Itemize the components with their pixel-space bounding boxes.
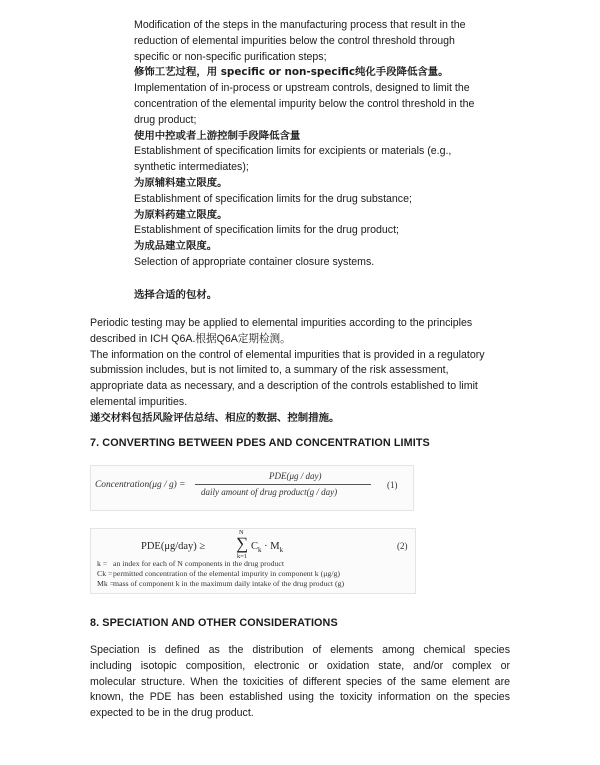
- list-line-zh: 为原料药建立限度。: [134, 208, 228, 221]
- paragraph-line: described in ICH Q6A.根据Q6A定期检测。: [90, 332, 291, 345]
- list-line: Establishment of specification limits for the drug product;: [134, 224, 399, 237]
- paragraph-line: elemental impurities.: [90, 395, 188, 408]
- legend-symbol: Mk =: [97, 579, 115, 588]
- legend-description: an index for each of N components in the drug product: [113, 559, 285, 568]
- paragraph-line: The information on the control of elemental impurities that is provided in a regulatory: [90, 348, 485, 361]
- list-line: Establishment of specification limits for excipients or materials (e.g.,: [134, 145, 452, 158]
- list-line: synthetic intermediates);: [134, 161, 249, 174]
- section-8-heading: 8. SPECIATION AND OTHER CONSIDERATIONS: [90, 617, 338, 629]
- equation-1-numerator: PDE(μg / day): [269, 471, 322, 481]
- list-line: reduction of elemental impurities below the control threshold through: [134, 34, 455, 47]
- equation-1-lhs: Concentration(μg / g) =: [95, 480, 186, 490]
- paragraph-line: expected to be in the drug product.: [90, 707, 254, 720]
- legend-symbol: Ck =: [97, 569, 113, 578]
- list-line: drug product;: [134, 113, 197, 126]
- equation-2: [90, 528, 416, 594]
- legend-description: mass of component k in the maximum daily intake of the drug product (g): [113, 579, 345, 588]
- equation-2-rhs: $C_k \cdot M_k$: [251, 541, 284, 555]
- list-line-zh: 使用中控或者上游控制手段降低含量: [134, 129, 301, 142]
- section-7-heading: 7. CONVERTING BETWEEN PDES AND CONCENTRATION LIMITS: [90, 437, 430, 449]
- paragraph-line: Periodic testing may be applied to elemental impurities according to the principles: [90, 317, 473, 329]
- legend-description: permitted concentration of the elemental impurity in component k (μg/g): [113, 569, 340, 578]
- list-line: Modification of the steps in the manufacturing process that result in the: [134, 19, 466, 31]
- list-line-zh: 为原辅料建立限度。: [134, 176, 228, 189]
- list-line: Implementation of in-process or upstream controls, designed to limit the: [134, 82, 470, 95]
- list-line: Establishment of specification limits for the drug substance;: [134, 192, 412, 205]
- equation-1-tag: (1): [387, 480, 398, 490]
- equation-1: [90, 465, 414, 511]
- paragraph-line: appropriate data as necessary, and a description of the controls established to limit: [90, 380, 478, 393]
- list-line: specific or non-specific purification steps;: [134, 50, 327, 63]
- paragraph-line: submission includes, but is not limited to, a summary of the risk assessment,: [90, 364, 449, 377]
- paragraph-line: known, the PDE has been established using the toxicity information on the species: [90, 691, 510, 704]
- paragraph-line: 递交材料包括风险评估总结、相应的数据、控制措施。: [90, 411, 340, 424]
- sum-lower-limit: k=1: [237, 553, 248, 560]
- equation-2-legend-row: [97, 559, 284, 568]
- equation-2-lhs: PDE(μg/day) ≥: [141, 541, 206, 552]
- paragraph-line: Speciation is defined as the distribution of elements among chemical species: [90, 644, 510, 656]
- control-options-list: [134, 18, 514, 271]
- paragraph-line: including isotopic composition, electronic or oxidation state, and/or complex or: [90, 659, 510, 672]
- list-line: Selection of appropriate container closure systems.: [134, 255, 375, 268]
- periodic-testing-paragraph: [90, 316, 520, 427]
- speciation-paragraph: [90, 643, 510, 722]
- fraction-bar: [195, 484, 371, 485]
- equation-2-legend-row: [97, 579, 344, 588]
- legend-symbol: k =: [97, 559, 108, 568]
- equation-2-legend-row: [97, 569, 340, 578]
- paragraph-line: molecular structure. When the toxicities of different species of the same element are: [90, 675, 510, 688]
- equation-2-tag: (2): [397, 541, 408, 551]
- list-line-zh: 修饰工艺过程，用 specific or non-specific纯化手段降低含量。: [134, 66, 449, 79]
- sum-upper-limit: N: [239, 529, 244, 536]
- list-line-zh: 为成品建立限度。: [134, 240, 218, 253]
- summation-icon: ∑: [236, 534, 249, 553]
- equation-1-denominator: daily amount of drug product(g / day): [201, 487, 338, 497]
- list-tail-zh: 选择合适的包材。: [134, 289, 218, 301]
- list-line: concentration of the elemental impurity below the control threshold in the: [134, 97, 475, 110]
